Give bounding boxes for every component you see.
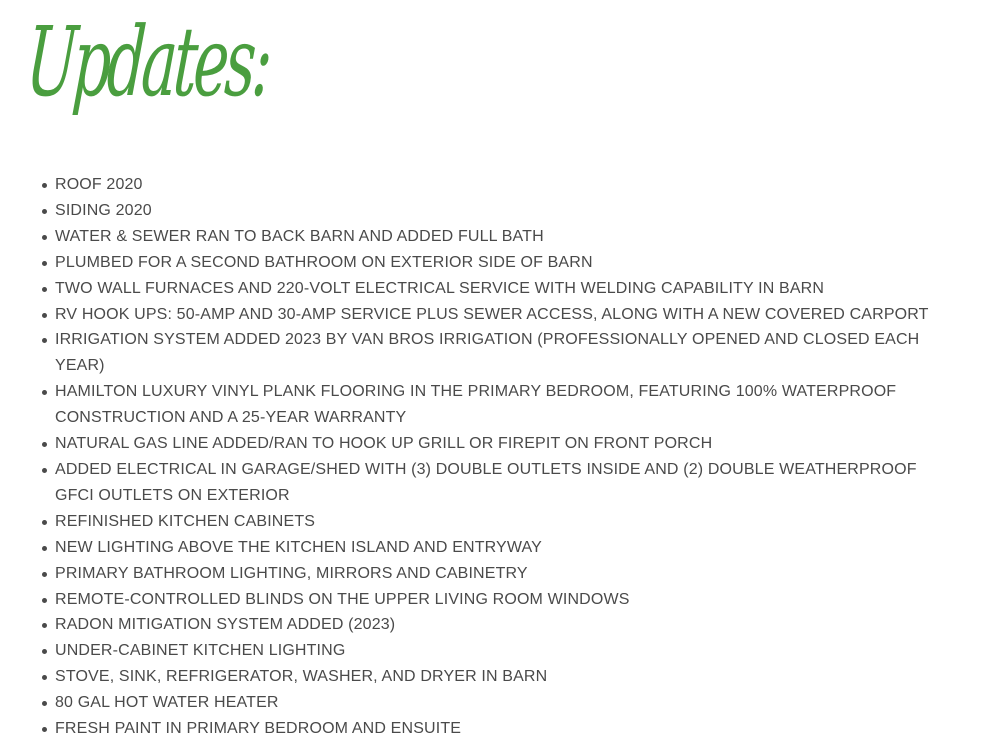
list-item: HAMILTON LUXURY VINYL PLANK FLOORING IN THE PRIMARY BEDROOM, FEATURING 100% WATERPROOF CONSTRUCTION AND A 25-YEAR WARRANTY bbox=[55, 379, 960, 431]
list-item: TWO WALL FURNACES AND 220-VOLT ELECTRICAL SERVICE WITH WELDING CAPABILITY IN BARN bbox=[55, 276, 960, 302]
list-item: ROOF 2020 bbox=[55, 172, 960, 198]
list-item: NEW LIGHTING ABOVE THE KITCHEN ISLAND AND ENTRYWAY bbox=[55, 535, 960, 561]
list-item: ADDED ELECTRICAL IN GARAGE/SHED WITH (3) DOUBLE OUTLETS INSIDE AND (2) DOUBLE WEATHERPROOF GFCI OUTLETS ON EXTERIOR bbox=[55, 457, 960, 509]
list-item: PLUMBED FOR A SECOND BATHROOM ON EXTERIOR SIDE OF BARN bbox=[55, 250, 960, 276]
list-item: WATER & SEWER RAN TO BACK BARN AND ADDED FULL BATH bbox=[55, 224, 960, 250]
list-item: RV HOOK UPS: 50-AMP AND 30-AMP SERVICE PLUS SEWER ACCESS, ALONG WITH A NEW COVERED CARPORT bbox=[55, 302, 960, 328]
list-item: 80 GAL HOT WATER HEATER bbox=[55, 690, 960, 716]
list-item: IRRIGATION SYSTEM ADDED 2023 BY VAN BROS IRRIGATION (PROFESSIONALLY OPENED AND CLOSED EACH YEAR) bbox=[55, 327, 960, 379]
updates-heading: Updates: bbox=[23, 6, 273, 118]
updates-list bbox=[55, 172, 960, 742]
list-item: REFINISHED KITCHEN CABINETS bbox=[55, 509, 960, 535]
list-item: REMOTE-CONTROLLED BLINDS ON THE UPPER LIVING ROOM WINDOWS bbox=[55, 587, 960, 613]
list-item: SIDING 2020 bbox=[55, 198, 960, 224]
list-item: UNDER-CABINET KITCHEN LIGHTING bbox=[55, 638, 960, 664]
list-item: PRIMARY BATHROOM LIGHTING, MIRRORS AND CABINETRY bbox=[55, 561, 960, 587]
list-item: RADON MITIGATION SYSTEM ADDED (2023) bbox=[55, 612, 960, 638]
list-item: FRESH PAINT IN PRIMARY BEDROOM AND ENSUITE bbox=[55, 716, 960, 742]
list-item: NATURAL GAS LINE ADDED/RAN TO HOOK UP GRILL OR FIREPIT ON FRONT PORCH bbox=[55, 431, 960, 457]
list-item: STOVE, SINK, REFRIGERATOR, WASHER, AND DRYER IN BARN bbox=[55, 664, 960, 690]
